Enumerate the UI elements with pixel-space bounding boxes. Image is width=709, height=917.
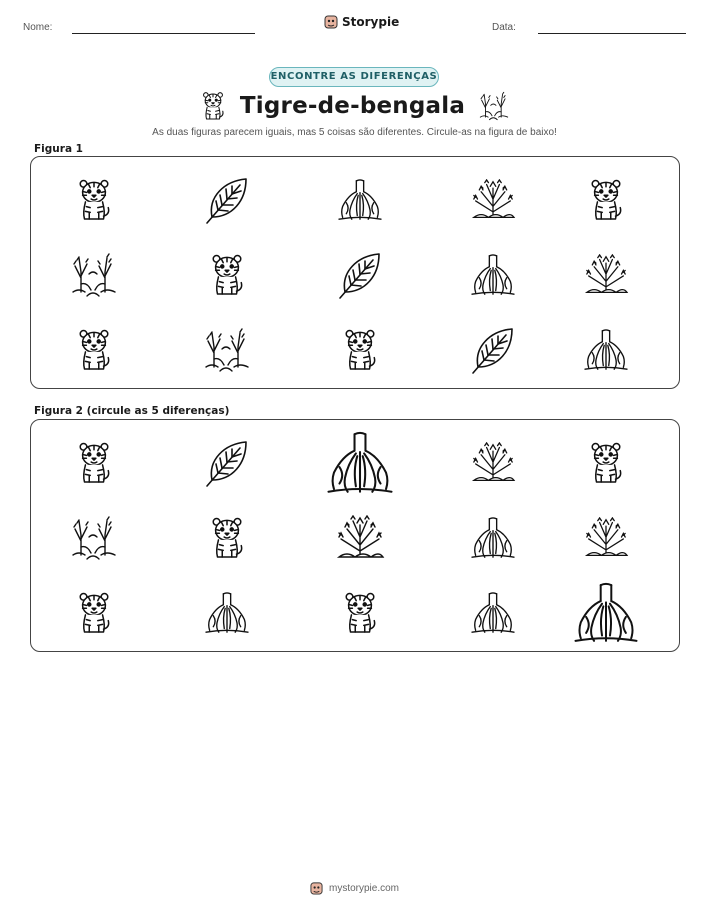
tiger-icon[interactable] (75, 441, 113, 485)
tiger-icon[interactable] (341, 591, 379, 635)
mangrove-icon (203, 327, 251, 373)
bush-icon (470, 179, 516, 221)
roots-icon[interactable] (470, 592, 516, 634)
leaf-icon (337, 250, 383, 300)
roots-icon (583, 329, 629, 371)
tiger-icon (587, 178, 625, 222)
footer (0, 881, 709, 895)
bush-icon[interactable] (583, 517, 629, 559)
bush-icon[interactable] (470, 442, 516, 484)
roots-icon[interactable] (470, 517, 516, 559)
tiger-icon (208, 253, 246, 297)
activity-badge: ENCONTRE AS DIFERENÇAS (269, 67, 439, 87)
mangrove-icon[interactable] (70, 515, 118, 561)
leaf-icon[interactable] (204, 438, 250, 488)
tiger-icon[interactable] (587, 441, 625, 485)
instructions-text: As duas figuras parecem iguais, mas 5 coisas são diferentes. Circule-as na figura de baixo! (152, 127, 557, 138)
tiger-icon (341, 328, 379, 372)
leaf-icon (204, 175, 250, 225)
roots-icon[interactable] (573, 583, 640, 644)
mangrove-icon (479, 91, 509, 121)
storypie-mascot-icon (324, 14, 338, 29)
bush-icon (583, 254, 629, 296)
mangrove-icon (70, 252, 118, 298)
roots-icon (470, 254, 516, 296)
date-line[interactable] (538, 33, 686, 34)
brand-logo (324, 14, 399, 29)
roots-icon[interactable] (204, 592, 250, 634)
title-row (0, 91, 709, 121)
storypie-mascot-icon (310, 881, 323, 895)
roots-icon[interactable] (326, 432, 395, 495)
tiger-icon[interactable] (75, 591, 113, 635)
tiger-icon (75, 328, 113, 372)
name-line[interactable] (72, 33, 255, 34)
leaf-icon (470, 325, 516, 375)
brand-name: Storypie (342, 14, 400, 29)
figure-1-label: Figura 1 (34, 143, 83, 155)
figure-1-panel (30, 156, 680, 389)
name-label: Nome: (23, 22, 53, 33)
bush-icon[interactable] (335, 515, 386, 561)
date-label: Data: (492, 22, 516, 33)
tiger-icon[interactable] (208, 516, 246, 560)
roots-icon (337, 179, 383, 221)
tiger-icon (75, 178, 113, 222)
footer-site[interactable]: mystorypie.com (328, 882, 399, 894)
figure-2-label: Figura 2 (circule as 5 diferenças) (34, 405, 230, 417)
figure-2-panel[interactable] (30, 419, 680, 652)
page-title: Tigre-de-bengala (239, 93, 466, 119)
tiger-icon (200, 91, 226, 121)
